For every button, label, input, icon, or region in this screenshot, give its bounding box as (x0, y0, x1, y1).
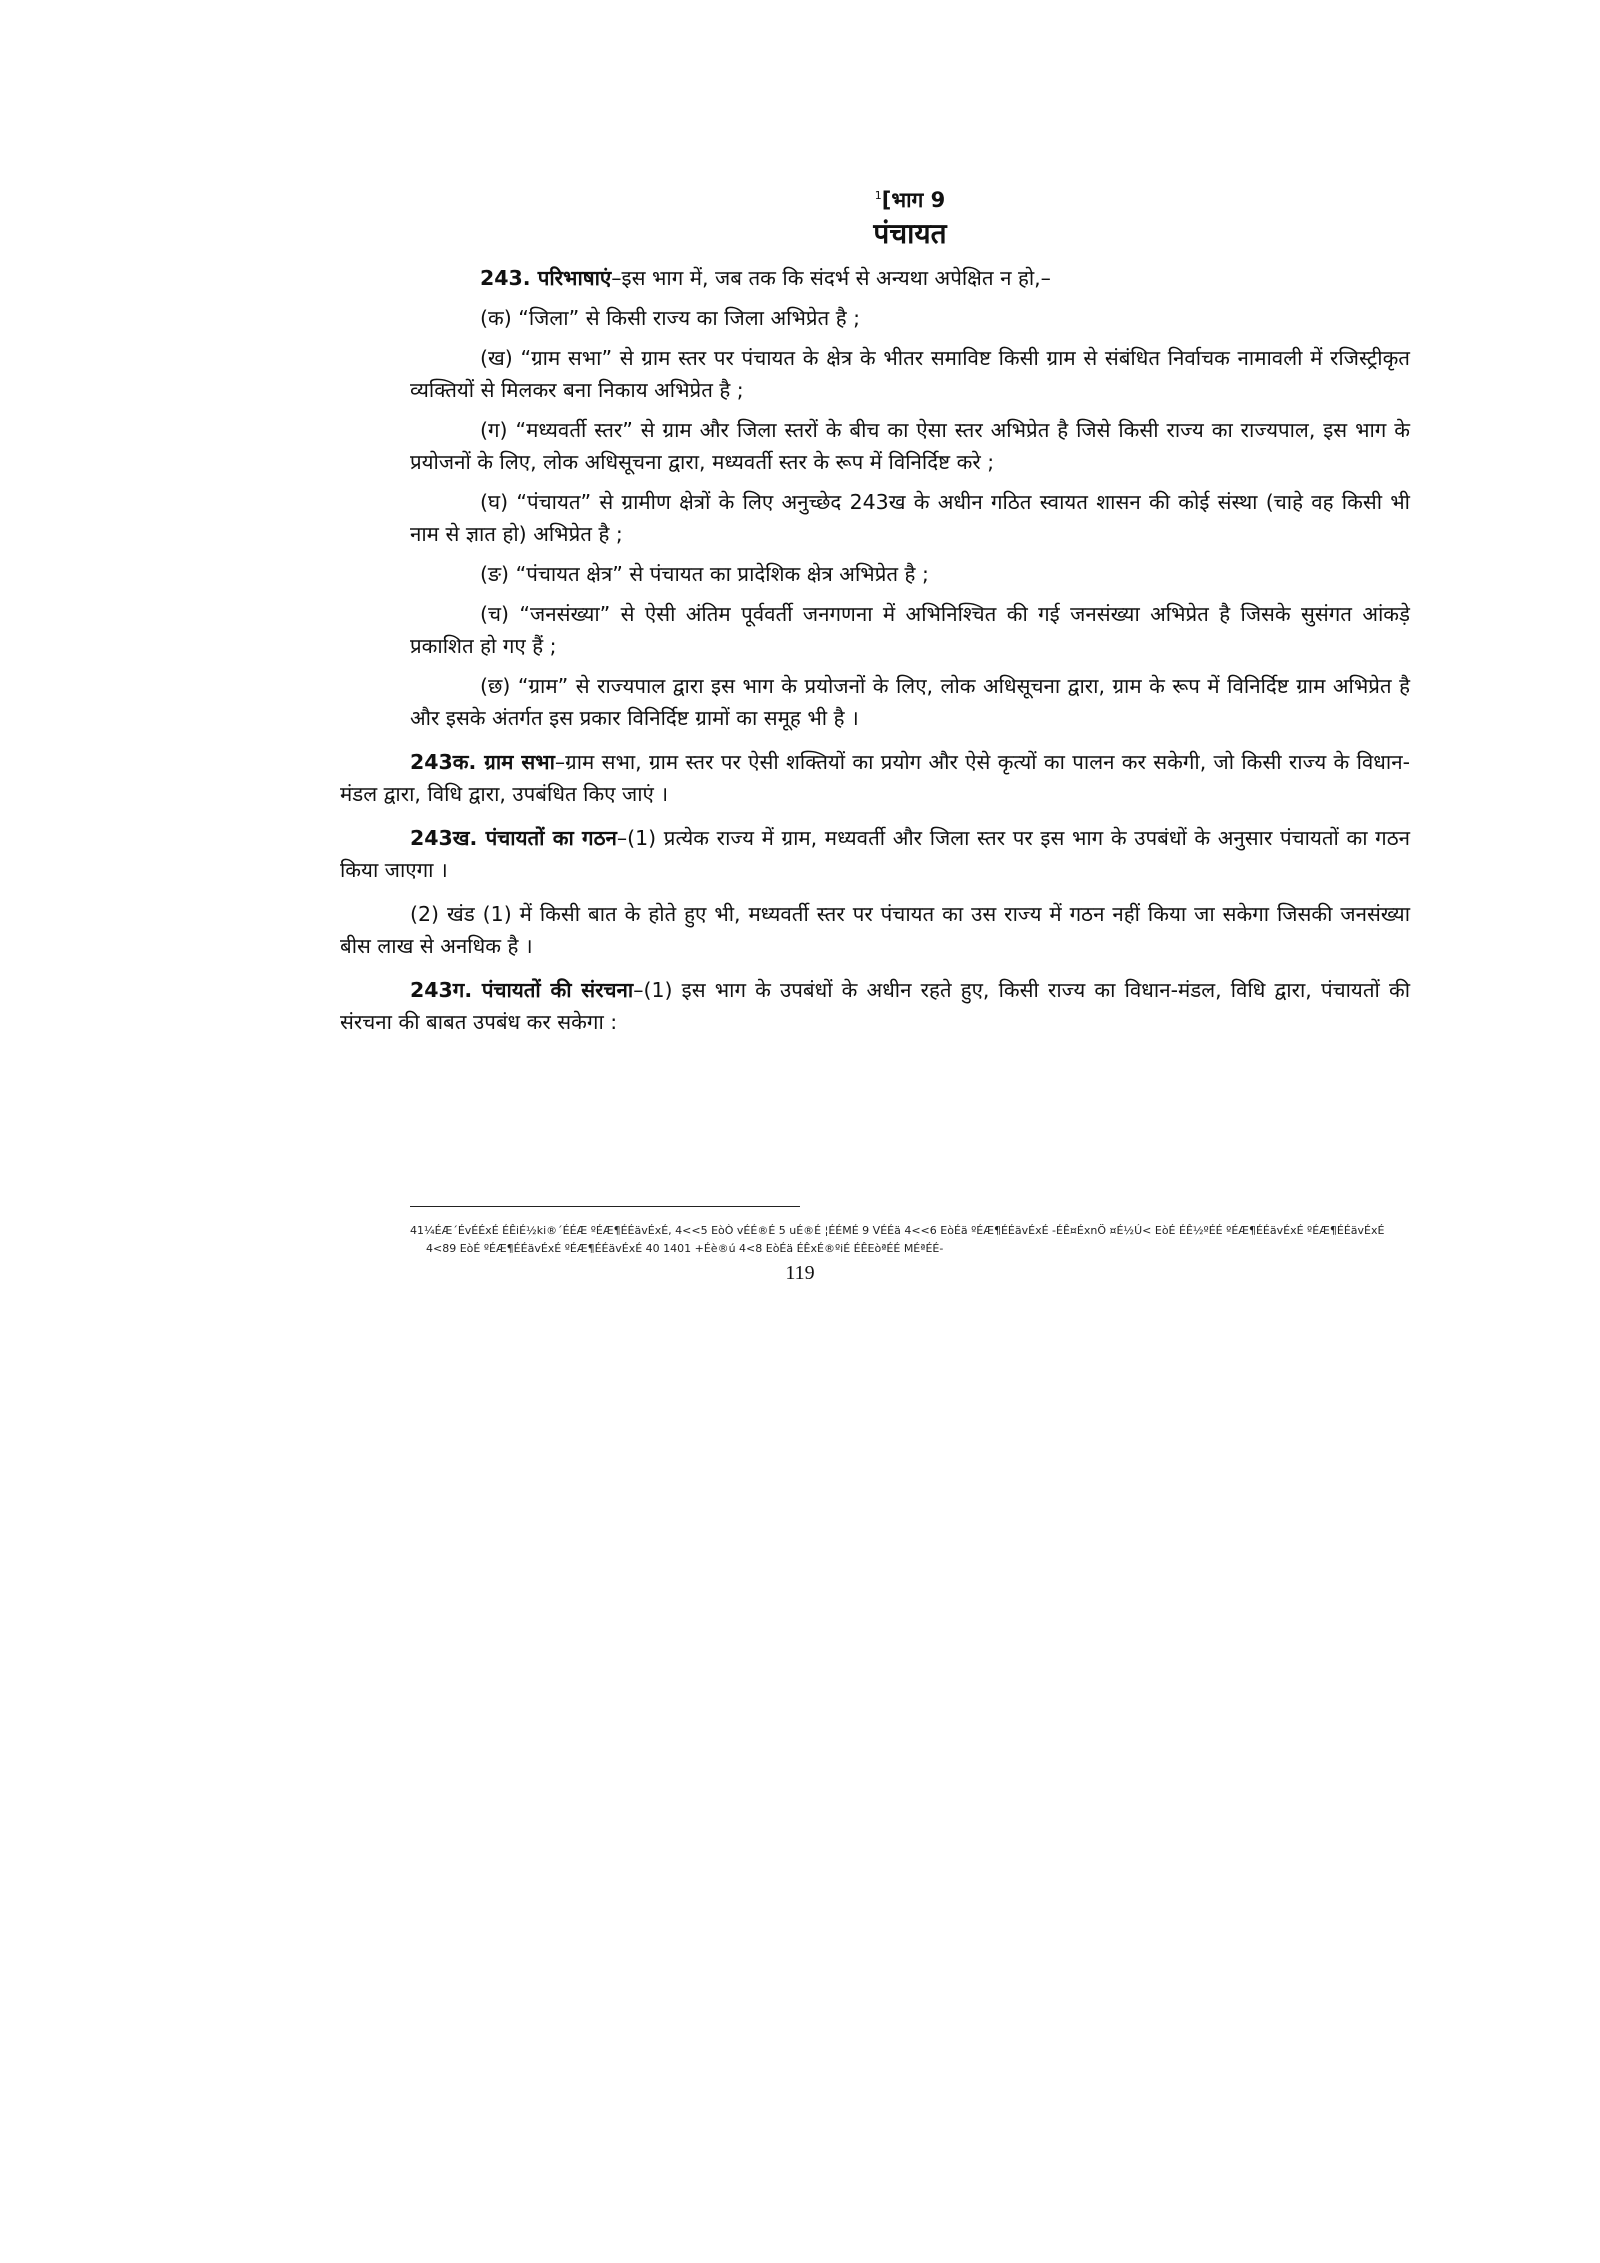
article-text: –इस भाग में, जब तक कि संदर्भ से अन्यथा अपेक्षित न हो,– (611, 266, 1051, 290)
article-text: –(1) प्रत्येक राज्य में ग्राम, मध्यवर्ती और जिला स्तर पर इस भाग के उपबंधों के अनुसार पंचायतों का गठन किया जाएगा । (340, 826, 1411, 882)
article-243kha (340, 822, 1410, 886)
footnote-marker: 1 (874, 189, 882, 202)
clause-kha: (ख) “ग्राम सभा” से ग्राम स्तर पर पंचायत के क्षेत्र के भीतर समाविष्ट किसी ग्राम से संबंधित निर्वाचक नामावली में रजिस्ट्रीकृत व्यक्तियों से मिलकर बना निकाय अभिप्रेत है ; (410, 346, 1410, 402)
page-content (340, 180, 1411, 1046)
page-number: 119 (785, 1262, 815, 1284)
article-text: –(1) इस भाग के उपबंधों के अधीन रहते हुए, किसी राज्य का विधान-मंडल, विधि द्वारा, पंचायतों की संरचना की बाबत उपबंध कर सकेगा : (340, 978, 1410, 1034)
clause-ka: (क) “जिला” से किसी राज्य का जिला अभिप्रेत है ; (480, 306, 861, 330)
clause-nga: (ङ) “पंचायत क्षेत्र” से पंचायत का प्रादेशिक क्षेत्र अभिप्रेत है ; (480, 562, 929, 586)
article-heading: 243. परिभाषाएं (480, 266, 612, 290)
clause-chha: (छ) “ग्राम” से राज्यपाल द्वारा इस भाग के प्रयोजनों के लिए, लोक अधिसूचना द्वारा, ग्राम के रूप में विनिर्दिष्ट ग्राम अभिप्रेत है और इसके अंतर्गत इस प्रकार विनिर्दिष्ट ग्रामों का समूह भी है । (410, 674, 1410, 730)
footnote (410, 1222, 1410, 1258)
article-heading: 243ग. पंचायतों की संरचना (410, 978, 634, 1002)
footnote-line-2: 4<89 EòÉ ºÉÆ¶ÉÉävÉxÉ ºÉÆ¶ÉÉävÉxÉ 40 1401 +Éè®ú 4<8 EòÉä ÉÊxÉ®ºiÉ ÉÊEòªÉÉ MÉªÉÉ- (426, 1242, 944, 1255)
article-243ga (340, 974, 1410, 1038)
article-243ka (340, 746, 1410, 810)
clause-ga: (ग) “मध्यवर्ती स्तर” से ग्राम और जिला स्तरों के बीच का ऐसा स्तर अभिप्रेत है जिसे किसी राज्य का राज्यपाल, इस भाग के प्रयोजनों के लिए, लोक अधिसूचना द्वारा, मध्यवर्ती स्तर के रूप में विनिर्दिष्ट करे ; (410, 418, 1410, 474)
page-title: पंचायत (873, 217, 947, 250)
article-text: –ग्राम सभा, ग्राम स्तर पर ऐसी शक्तियों का प्रयोग और ऐसे कृत्यों का पालन कर सकेगी, जो किसी राज्य के विधान-मंडल द्वारा, विधि द्वारा, उपबंधित किए जाएं । (340, 750, 1410, 806)
clause-gha: (घ) “पंचायत” से ग्रामीण क्षेत्रों के लिए अनुच्छेद 243ख के अधीन गठित स्वायत शासन की कोई संस्था (चाहे वह किसी भी नाम से ज्ञात हो) अभिप्रेत है ; (410, 490, 1410, 546)
footnote-line-1: 41¼ÉÆ´ÉvÉÉxÉ ÉÊiÉ½ki®´ÉÉÆ ºÉÆ¶ÉÉävÉxÉ, 4<<5 EòÒ vÉÉ®É 5 uÉ®É ¦ÉÉMÉ 9 VÉÉä 4<<6 EòÉä ºÉÆ¶ÉÉävÉxÉ -ÉÊ¤ÉxnÖ ¤É½Ú< EòÉ ÉÊ½ºÉÉ ºÉÆ¶ÉÉävÉxÉ ºÉÆ¶ÉÉävÉxÉ (410, 1224, 1385, 1237)
article-243 (410, 262, 1410, 294)
footnote-divider (410, 1206, 800, 1207)
article-243kha-2: (2) खंड (1) में किसी बात के होते हुए भी, मध्यवर्ती स्तर पर पंचायत का उस राज्य में गठन नहीं किया जा सकेगा जिसकी जनसंख्या बीस लाख से अनधिक है । (340, 902, 1410, 958)
article-heading: 243ख. पंचायतों का गठन (410, 826, 617, 850)
clause-cha: (च) “जनसंख्या” से ऐसी अंतिम पूर्ववर्ती जनगणना में अभिनिश्चित की गई जनसंख्या अभिप्रेत है जिसके सुसंगत आंकड़े प्रकाशित हो गए हैं ; (410, 602, 1410, 658)
part-label: [भाग 9 (881, 188, 946, 212)
article-heading: 243क. ग्राम सभा (410, 750, 555, 774)
part-heading (410, 180, 1410, 212)
